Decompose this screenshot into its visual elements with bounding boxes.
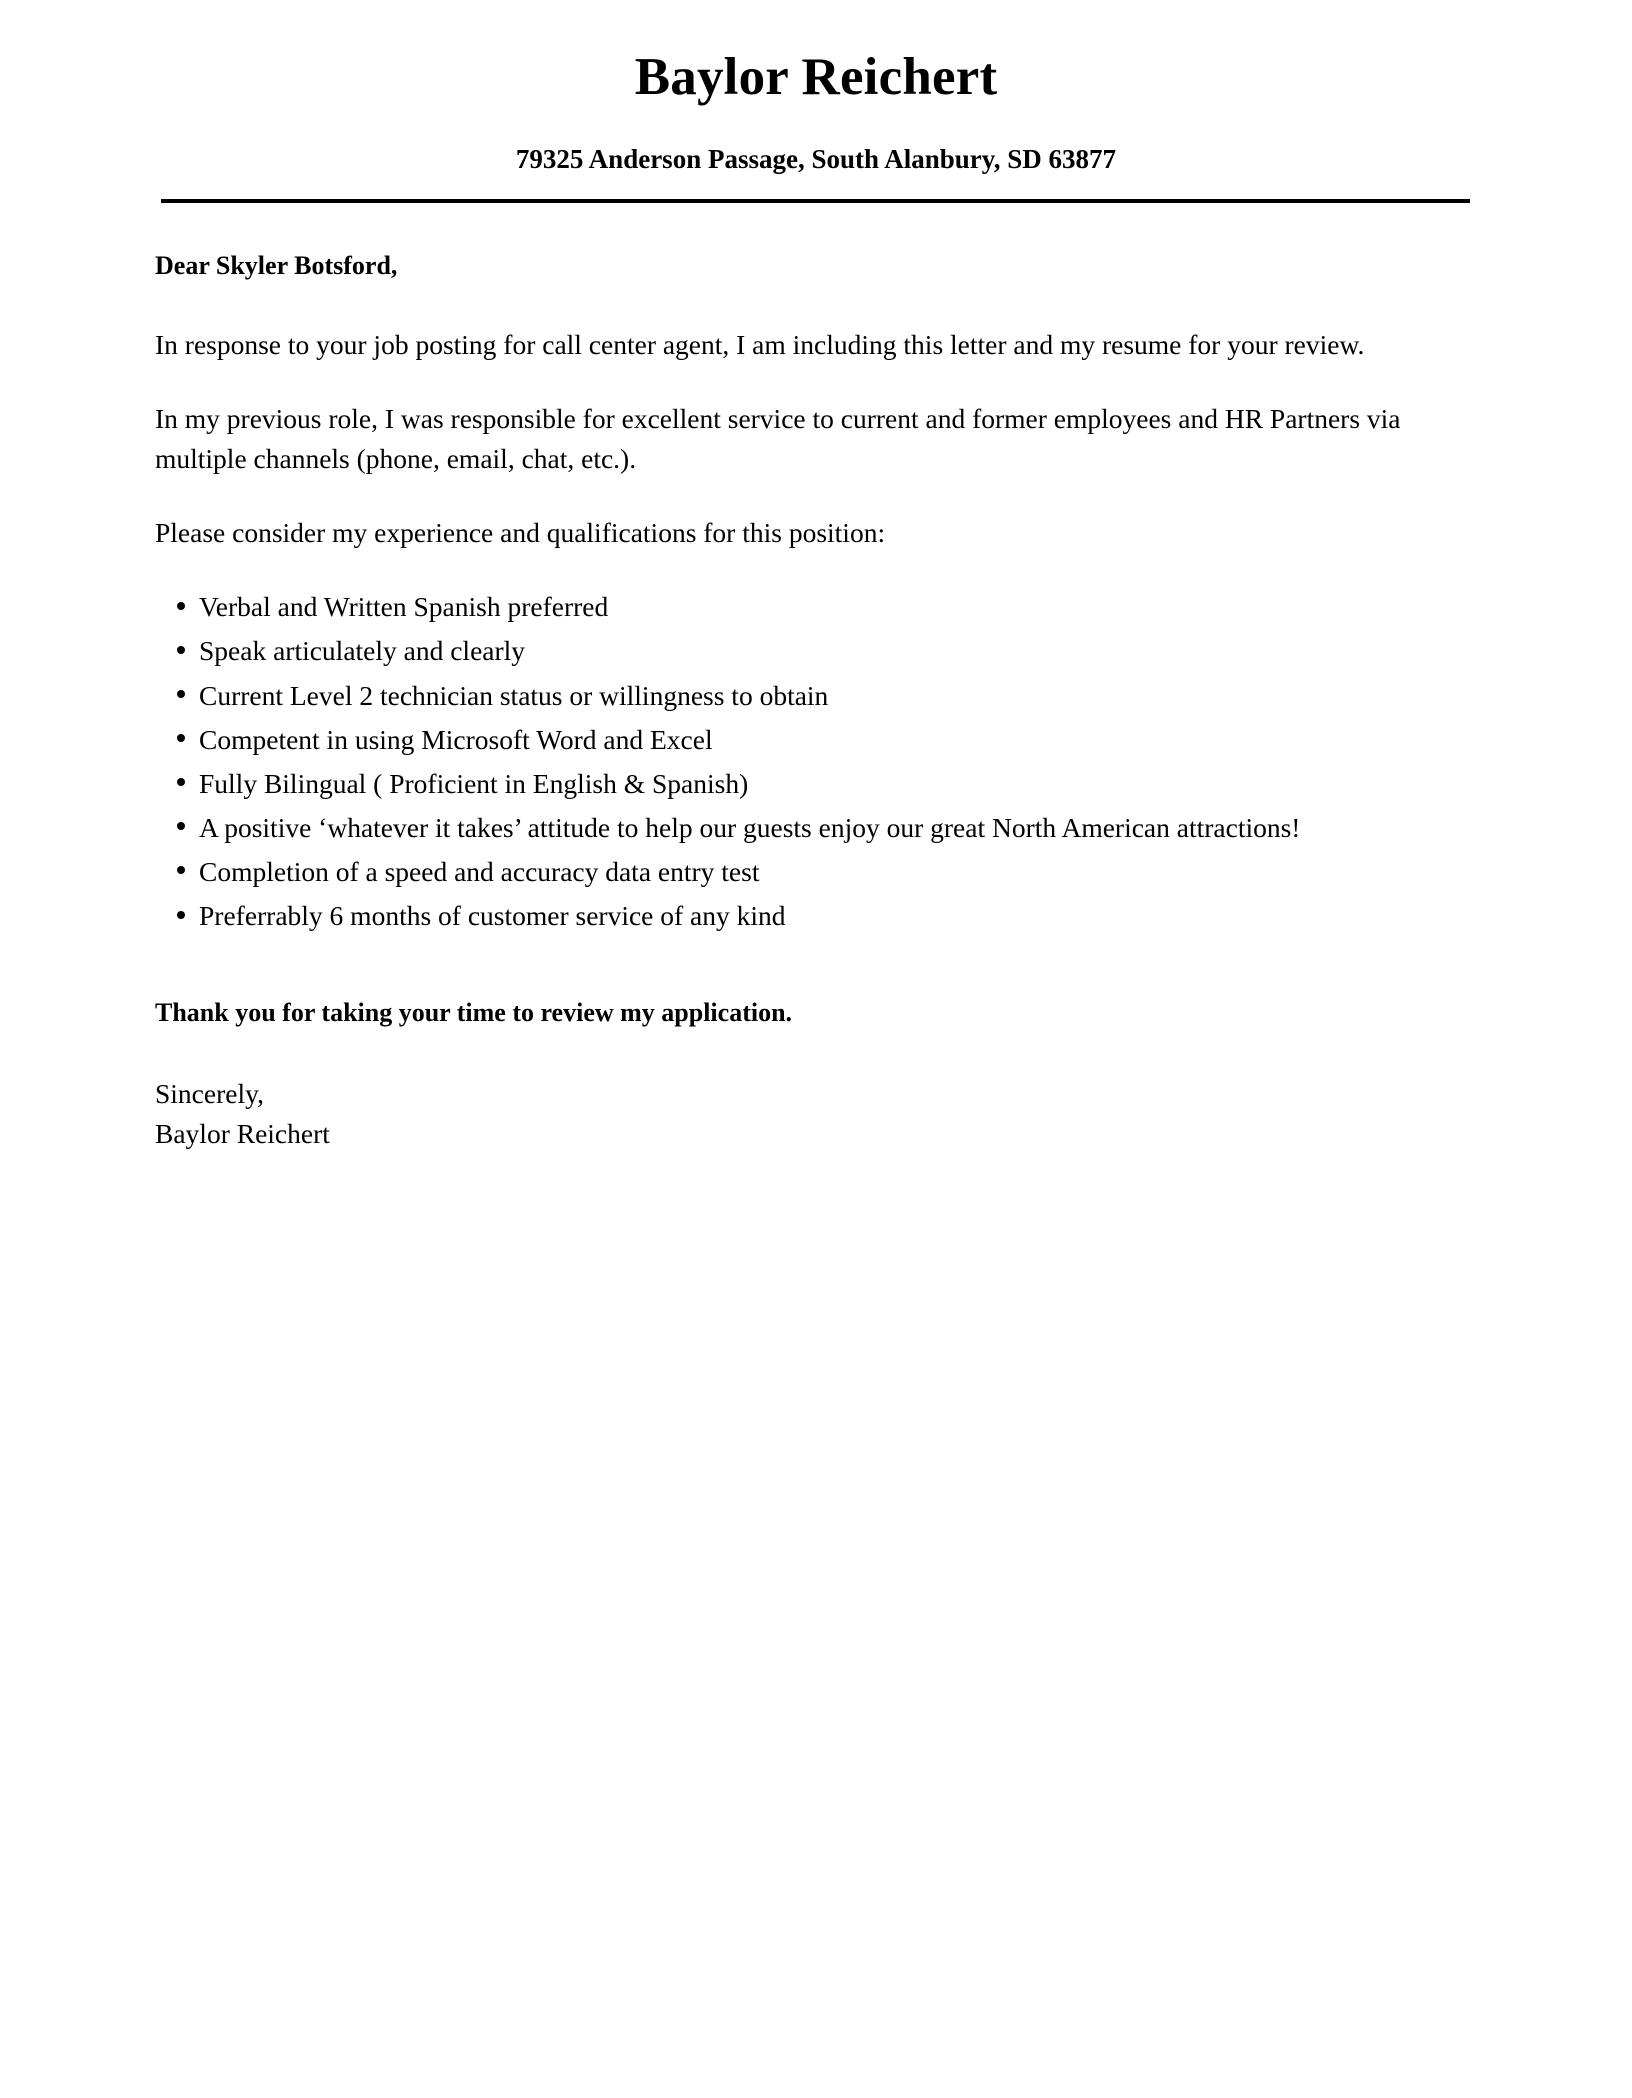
- list-item: [155, 720, 1432, 760]
- letter-body: [155, 203, 1432, 1155]
- list-item-label: Competent in using Microsoft Word and Excel: [199, 723, 713, 755]
- paragraph-intro: In response to your job posting for call center agent, I am including this letter and my resume for your review.: [155, 328, 1365, 360]
- bullet-icon: [177, 690, 185, 698]
- list-item: [155, 764, 1432, 804]
- list-item-label: Verbal and Written Spanish preferred: [199, 591, 609, 623]
- bullet-icon: [177, 866, 185, 874]
- closing-line: Sincerely,: [155, 1078, 264, 1110]
- list-item: [155, 676, 1432, 716]
- letterhead: [0, 0, 1632, 203]
- thank-you-line: Thank you for taking your time to review my application.: [155, 998, 793, 1028]
- list-item: [155, 896, 1432, 936]
- list-item-label: Preferrably 6 months of customer service of any kind: [199, 900, 786, 932]
- bullet-icon: [177, 822, 185, 830]
- list-item-label: A positive ‘whatever it takes’ attitude to help our guests enjoy our great North American attractions!: [199, 811, 1301, 843]
- paragraph-experience: In my previous role, I was responsible for excellent service to current and former employees and HR Partners via multiple channels (phone, email, chat, etc.).: [155, 402, 1401, 474]
- list-item-label: Speak articulately and clearly: [199, 635, 526, 667]
- applicant-address: 79325 Anderson Passage, South Alanbury, SD 63877: [515, 144, 1117, 175]
- signature-name: Baylor Reichert: [155, 1118, 330, 1150]
- applicant-name-heading: Baylor Reichert: [634, 48, 998, 106]
- bullet-icon: [177, 602, 185, 610]
- signoff-block: [155, 1074, 1432, 1154]
- bullet-icon: [177, 734, 185, 742]
- list-item-label: Completion of a speed and accuracy data entry test: [199, 856, 760, 888]
- list-item-label: Fully Bilingual ( Proficient in English & Spanish): [199, 767, 749, 799]
- list-item: [155, 587, 1432, 627]
- list-item: [155, 852, 1432, 892]
- list-item: [155, 808, 1432, 848]
- qualifications-list: [155, 587, 1432, 936]
- bullet-icon: [177, 911, 185, 919]
- list-item: [155, 631, 1432, 671]
- paragraph-qualifications-lead-in: Please consider my experience and qualifications for this position:: [155, 517, 886, 549]
- bullet-icon: [177, 778, 185, 786]
- list-item-label: Current Level 2 technician status or willingness to obtain: [199, 679, 829, 711]
- salutation: Dear Skyler Botsford,: [155, 250, 398, 280]
- bullet-icon: [177, 646, 185, 654]
